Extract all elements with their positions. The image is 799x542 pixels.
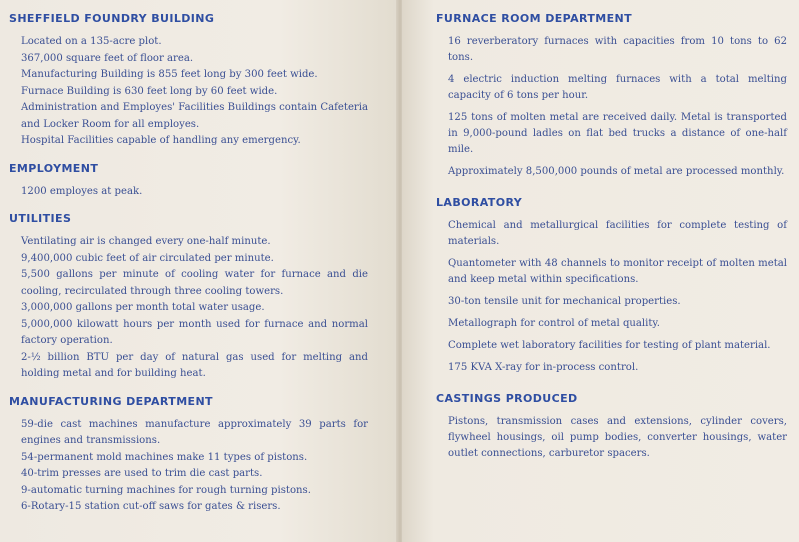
section-sheffield-foundry-building: [9, 12, 368, 150]
list-item: 16 reverberatory furnaces with capacities from 10 tons to 62 tons.: [448, 36, 787, 63]
list-item: 367,000 square feet of floor area.: [21, 52, 194, 64]
section-heading: EMPLOYMENT: [9, 161, 99, 175]
section-manufacturing-department: [9, 395, 368, 516]
list-item: 3,000,000 gallons per month total water usage.: [21, 302, 265, 313]
list-item: 9,400,000 cubic feet of air circulated per minute.: [21, 252, 274, 264]
list-item: Complete wet laboratory facilities for testing of plant material.: [448, 340, 771, 351]
left-page: [0, 0, 398, 542]
list-item: 9-automatic turning machines for rough turning pistons.: [21, 484, 311, 496]
list-item: 125 tons of molten metal are received daily. Metal is transported in 9,000-pound ladles on flat bed trucks a distance of one-half mile.: [448, 112, 787, 155]
right-page: [402, 0, 799, 542]
section-heading: LABORATORY: [436, 196, 523, 209]
list-item: 30-ton tensile unit for mechanical properties.: [448, 296, 681, 307]
list-item: Manufacturing Building is 855 feet long by 300 feet wide.: [21, 69, 318, 80]
list-item: 4 electric induction melting furnaces with a total melting capacity of 6 tons per hour.: [448, 74, 787, 101]
list-item: Quantometer with 48 channels to monitor receipt of molten metal and keep metal within specifications.: [448, 258, 787, 285]
section-utilities: [9, 212, 368, 383]
section-laboratory: [436, 196, 787, 376]
list-item: 5,000,000 kilowatt hours per month used for furnace and normal factory operation.: [21, 318, 368, 346]
list-item: Metallograph for control of metal quality.: [448, 318, 661, 329]
list-item: 175 KVA X-ray for in-process control.: [448, 362, 639, 373]
list-item: 59-die cast machines manufacture approximately 39 parts for engines and transmissions.: [21, 418, 368, 446]
list-item: 2-½ billion BTU per day of natural gas used for melting and holding metal and for building heat.: [21, 351, 368, 379]
list-item: 54-permanent mold machines make 11 types of pistons.: [21, 451, 308, 463]
list-item: Ventilating air is changed every one-half minute.: [21, 236, 271, 247]
section-heading: FURNACE ROOM DEPARTMENT: [436, 12, 633, 25]
section-furnace-room-department: [436, 12, 787, 180]
list-item: Hospital Facilities capable of handling any emergency.: [21, 135, 301, 146]
section-heading: SHEFFIELD FOUNDRY BUILDING: [9, 12, 215, 25]
section-heading: CASTINGS PRODUCED: [436, 392, 578, 405]
list-item: 40-trim presses are used to trim die cast parts.: [21, 468, 263, 479]
list-item: Administration and Employes' Facilities Buildings contain Cafeteria and Locker Room for all employes.: [21, 102, 368, 130]
section-heading: MANUFACTURING DEPARTMENT: [9, 394, 213, 408]
section-employment: [9, 162, 368, 201]
list-item: Furnace Building is 630 feet long by 60 feet wide.: [21, 85, 278, 97]
list-item: 6-Rotary-15 station cut-off saws for gates & risers.: [21, 501, 281, 512]
list-item: Chemical and metallurgical facilities for complete testing of materials.: [448, 220, 787, 247]
section-castings-produced: [436, 392, 787, 462]
list-item: Located on a 135-acre plot.: [21, 36, 162, 47]
list-item: 1200 employes at peak.: [21, 185, 143, 197]
section-heading: UTILITIES: [9, 212, 72, 225]
list-item: Pistons, transmission cases and extensions, cylinder covers, flywheel housings, oil pump bodies, converter housings, water outlet connections, carburetor spacers.: [448, 416, 787, 459]
list-item: 5,500 gallons per minute of cooling water for furnace and die cooling, recirculated through three cooling towers.: [21, 269, 368, 297]
list-item: Approximately 8,500,000 pounds of metal are processed monthly.: [448, 166, 785, 177]
